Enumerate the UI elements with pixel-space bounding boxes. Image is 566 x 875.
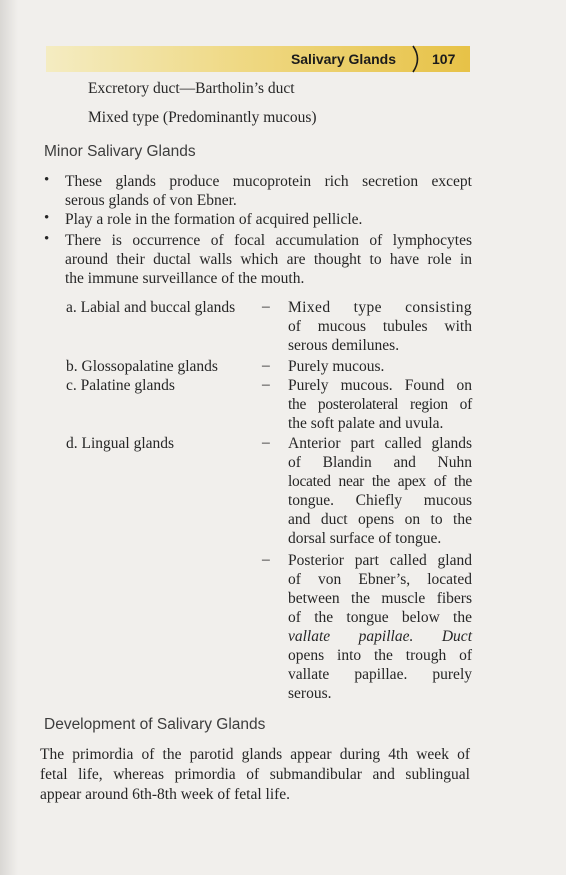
dash: – <box>262 357 270 374</box>
gland-desc-line: vallate papillae. Duct <box>288 628 472 645</box>
bullet-line: Play a role in the formation of acquired pellicle. <box>65 211 363 228</box>
bullet-line: around their ductal walls which are thought to have role in <box>65 251 472 268</box>
page-number: 107 <box>432 51 456 67</box>
gland-desc-line: opens into the trough of <box>288 647 472 664</box>
header-bracket-divider <box>410 44 424 74</box>
gland-desc-line: the soft palate and uvula. <box>288 415 444 432</box>
intro-line: Excretory duct—Bartholin’s duct <box>88 80 295 97</box>
gland-label-b: b. Glossopalatine glands <box>66 358 218 375</box>
gland-desc-line: Purely mucous. Found on <box>288 377 472 394</box>
gland-desc-line: Mixed type consisting <box>288 299 472 316</box>
gland-label-c: c. Palatine glands <box>66 377 175 394</box>
bullet-dot: • <box>44 172 50 188</box>
gland-desc-line: tongue. Chiefly mucous <box>288 492 472 509</box>
dash: – <box>262 434 270 451</box>
development-line: fetal life, whereas primordia of submandibular and sublingual <box>40 766 470 783</box>
bullet-dot: • <box>44 210 50 226</box>
gland-label-d: d. Lingual glands <box>66 435 175 452</box>
gland-desc-line: dorsal surface of tongue. <box>288 530 442 547</box>
binding-shadow <box>0 0 18 875</box>
gland-desc-line: vallate papillae. purely <box>288 666 472 683</box>
bullet-dot: • <box>44 231 50 247</box>
gland-desc-line: and duct opens on to the <box>288 511 472 528</box>
bullet-line: serous glands of von Ebner. <box>65 192 237 209</box>
gland-desc-line: serous demilunes. <box>288 337 400 354</box>
running-header-band <box>46 46 470 72</box>
gland-desc-line: between the muscle fibers <box>288 590 472 607</box>
gland-desc-line: of the tongue below the <box>288 609 472 626</box>
gland-desc-line: Posterior part called gland <box>288 552 472 569</box>
bullet-line: These glands produce mucoprotein rich secretion except <box>65 173 472 190</box>
development-line: appear around 6th-8th week of fetal life. <box>40 786 291 803</box>
dash: – <box>262 551 270 568</box>
bullet-line: There is occurrence of focal accumulation of lymphocytes <box>65 232 472 249</box>
gland-desc-line: the posterolateral region of <box>288 396 472 413</box>
gland-desc-line: of Blandin and Nuhn <box>288 454 472 471</box>
gland-desc-line: serous. <box>288 685 332 702</box>
gland-desc-line: of von Ebner’s, located <box>288 571 472 588</box>
dash: – <box>262 376 270 393</box>
gland-desc-line: Purely mucous. <box>288 358 385 375</box>
gland-desc-line: Anterior part called glands <box>288 435 472 452</box>
gland-desc-line: of mucous tubules with <box>288 318 472 335</box>
intro-line: Mixed type (Predominantly mucous) <box>88 109 317 126</box>
gland-desc-line: located near the apex of the <box>288 473 472 490</box>
section-heading-development: Development of Salivary Glands <box>44 716 266 733</box>
gland-label-a: a. Labial and buccal glands <box>66 299 236 316</box>
section-heading-minor-glands: Minor Salivary Glands <box>44 143 196 160</box>
running-header-title: Salivary Glands <box>290 51 396 67</box>
development-line: The primordia of the parotid glands appear during 4th week of <box>40 746 470 763</box>
bullet-line: the immune surveillance of the mouth. <box>65 270 305 287</box>
dash: – <box>262 298 270 315</box>
